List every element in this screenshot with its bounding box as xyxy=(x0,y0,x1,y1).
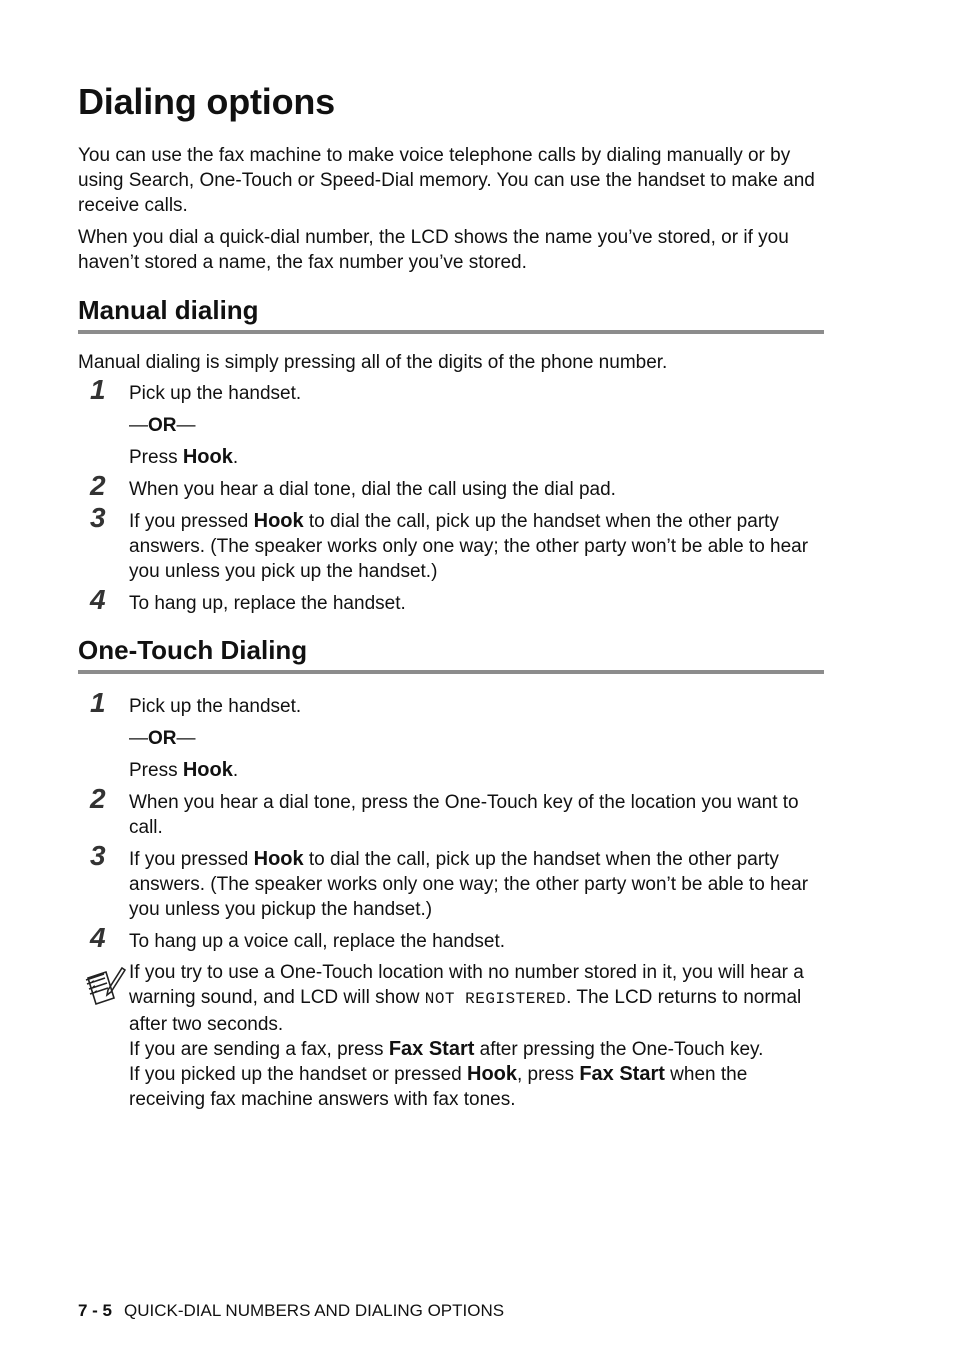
step xyxy=(78,584,824,616)
step-list xyxy=(78,687,824,954)
step xyxy=(78,840,824,922)
note-pad-icon xyxy=(84,964,126,1008)
section-heading: Manual dialing xyxy=(78,294,824,334)
step-text: If you pressed Hook to dial the call, pick up the handset when the other party answers. (The speaker works only one way; the other party won’t be able to hear you unless you pick up the handset.) xyxy=(129,510,809,582)
hook-key-label: Hook xyxy=(253,510,304,532)
intro-paragraph: You can use the fax machine to make voice telephone calls by dialing manually or by using Search, One-Touch or Speed-Dial memory. You can use the handset to make and receive calls. xyxy=(78,145,815,216)
section-lead: Manual dialing is simply pressing all of the digits of the phone number. xyxy=(78,352,668,373)
step-number: 1 xyxy=(90,374,106,405)
step xyxy=(78,922,824,954)
step-text: Pick up the handset. xyxy=(129,696,302,717)
chapter-title: QUICK-DIAL NUMBERS AND DIALING OPTIONS xyxy=(124,1301,505,1320)
step-text: When you hear a dial tone, dial the call using the dial pad. xyxy=(129,479,616,500)
page-footer xyxy=(78,1300,504,1322)
step-number: 3 xyxy=(90,502,106,533)
step-text: Press Hook. xyxy=(129,446,239,468)
step-number: 2 xyxy=(90,470,106,501)
or-separator: —OR— xyxy=(129,728,196,749)
step-text: When you hear a dial tone, press the One-Touch key of the location you want to call. xyxy=(129,792,799,838)
step-number: 1 xyxy=(90,687,106,718)
note-box xyxy=(78,960,824,1112)
step xyxy=(78,783,824,840)
step-text: To hang up, replace the handset. xyxy=(129,593,406,614)
hook-key-label: Hook xyxy=(467,1063,517,1085)
page-title: Dialing options xyxy=(78,81,335,122)
step-text: Pick up the handset. xyxy=(129,383,302,404)
hook-key-label: Hook xyxy=(182,759,233,781)
note-text: If you try to use a One-Touch location with no number stored in it, you will hear a warning sound, and LCD will show NOT REGISTERED. The LCD returns to normal after two seconds. xyxy=(129,962,804,1035)
step xyxy=(78,470,824,502)
fax-start-key-label: Fax Start xyxy=(388,1038,475,1060)
step-number: 4 xyxy=(90,584,106,615)
section-manual-dialing xyxy=(78,294,824,616)
section-one-touch-dialing xyxy=(78,634,824,954)
note-text: If you picked up the handset or pressed Hook, press Fax Start when the receiving fax machine answers with fax tones. xyxy=(129,1063,748,1110)
hook-key-label: Hook xyxy=(253,848,304,870)
or-separator: —OR— xyxy=(129,415,196,436)
intro xyxy=(78,143,824,275)
step-list xyxy=(78,374,824,616)
step-text: To hang up a voice call, replace the handset. xyxy=(129,931,506,952)
step-number: 4 xyxy=(90,922,106,953)
step-number: 3 xyxy=(90,840,106,871)
note-body xyxy=(78,960,824,1112)
step-text: If you pressed Hook to dial the call, pick up the handset when the other party answers. (The speaker works only one way; the other party won’t be able to hear you unless you pickup the handset.) xyxy=(129,848,809,920)
note-text: If you are sending a fax, press Fax Start after pressing the One-Touch key. xyxy=(129,1038,764,1060)
page-number: 7 - 5 xyxy=(78,1301,113,1320)
lcd-message: NOT REGISTERED xyxy=(424,990,567,1008)
step xyxy=(78,374,824,470)
step xyxy=(78,502,824,584)
step xyxy=(78,687,824,783)
hook-key-label: Hook xyxy=(182,446,233,468)
intro-paragraph: When you dial a quick-dial number, the LCD shows the name you’ve stored, or if you haven’t stored a name, the fax number you’ve stored. xyxy=(78,227,789,273)
step-text: Press Hook. xyxy=(129,759,239,781)
step-number: 2 xyxy=(90,783,106,814)
fax-start-key-label: Fax Start xyxy=(579,1063,665,1085)
section-heading: One-Touch Dialing xyxy=(78,634,824,674)
